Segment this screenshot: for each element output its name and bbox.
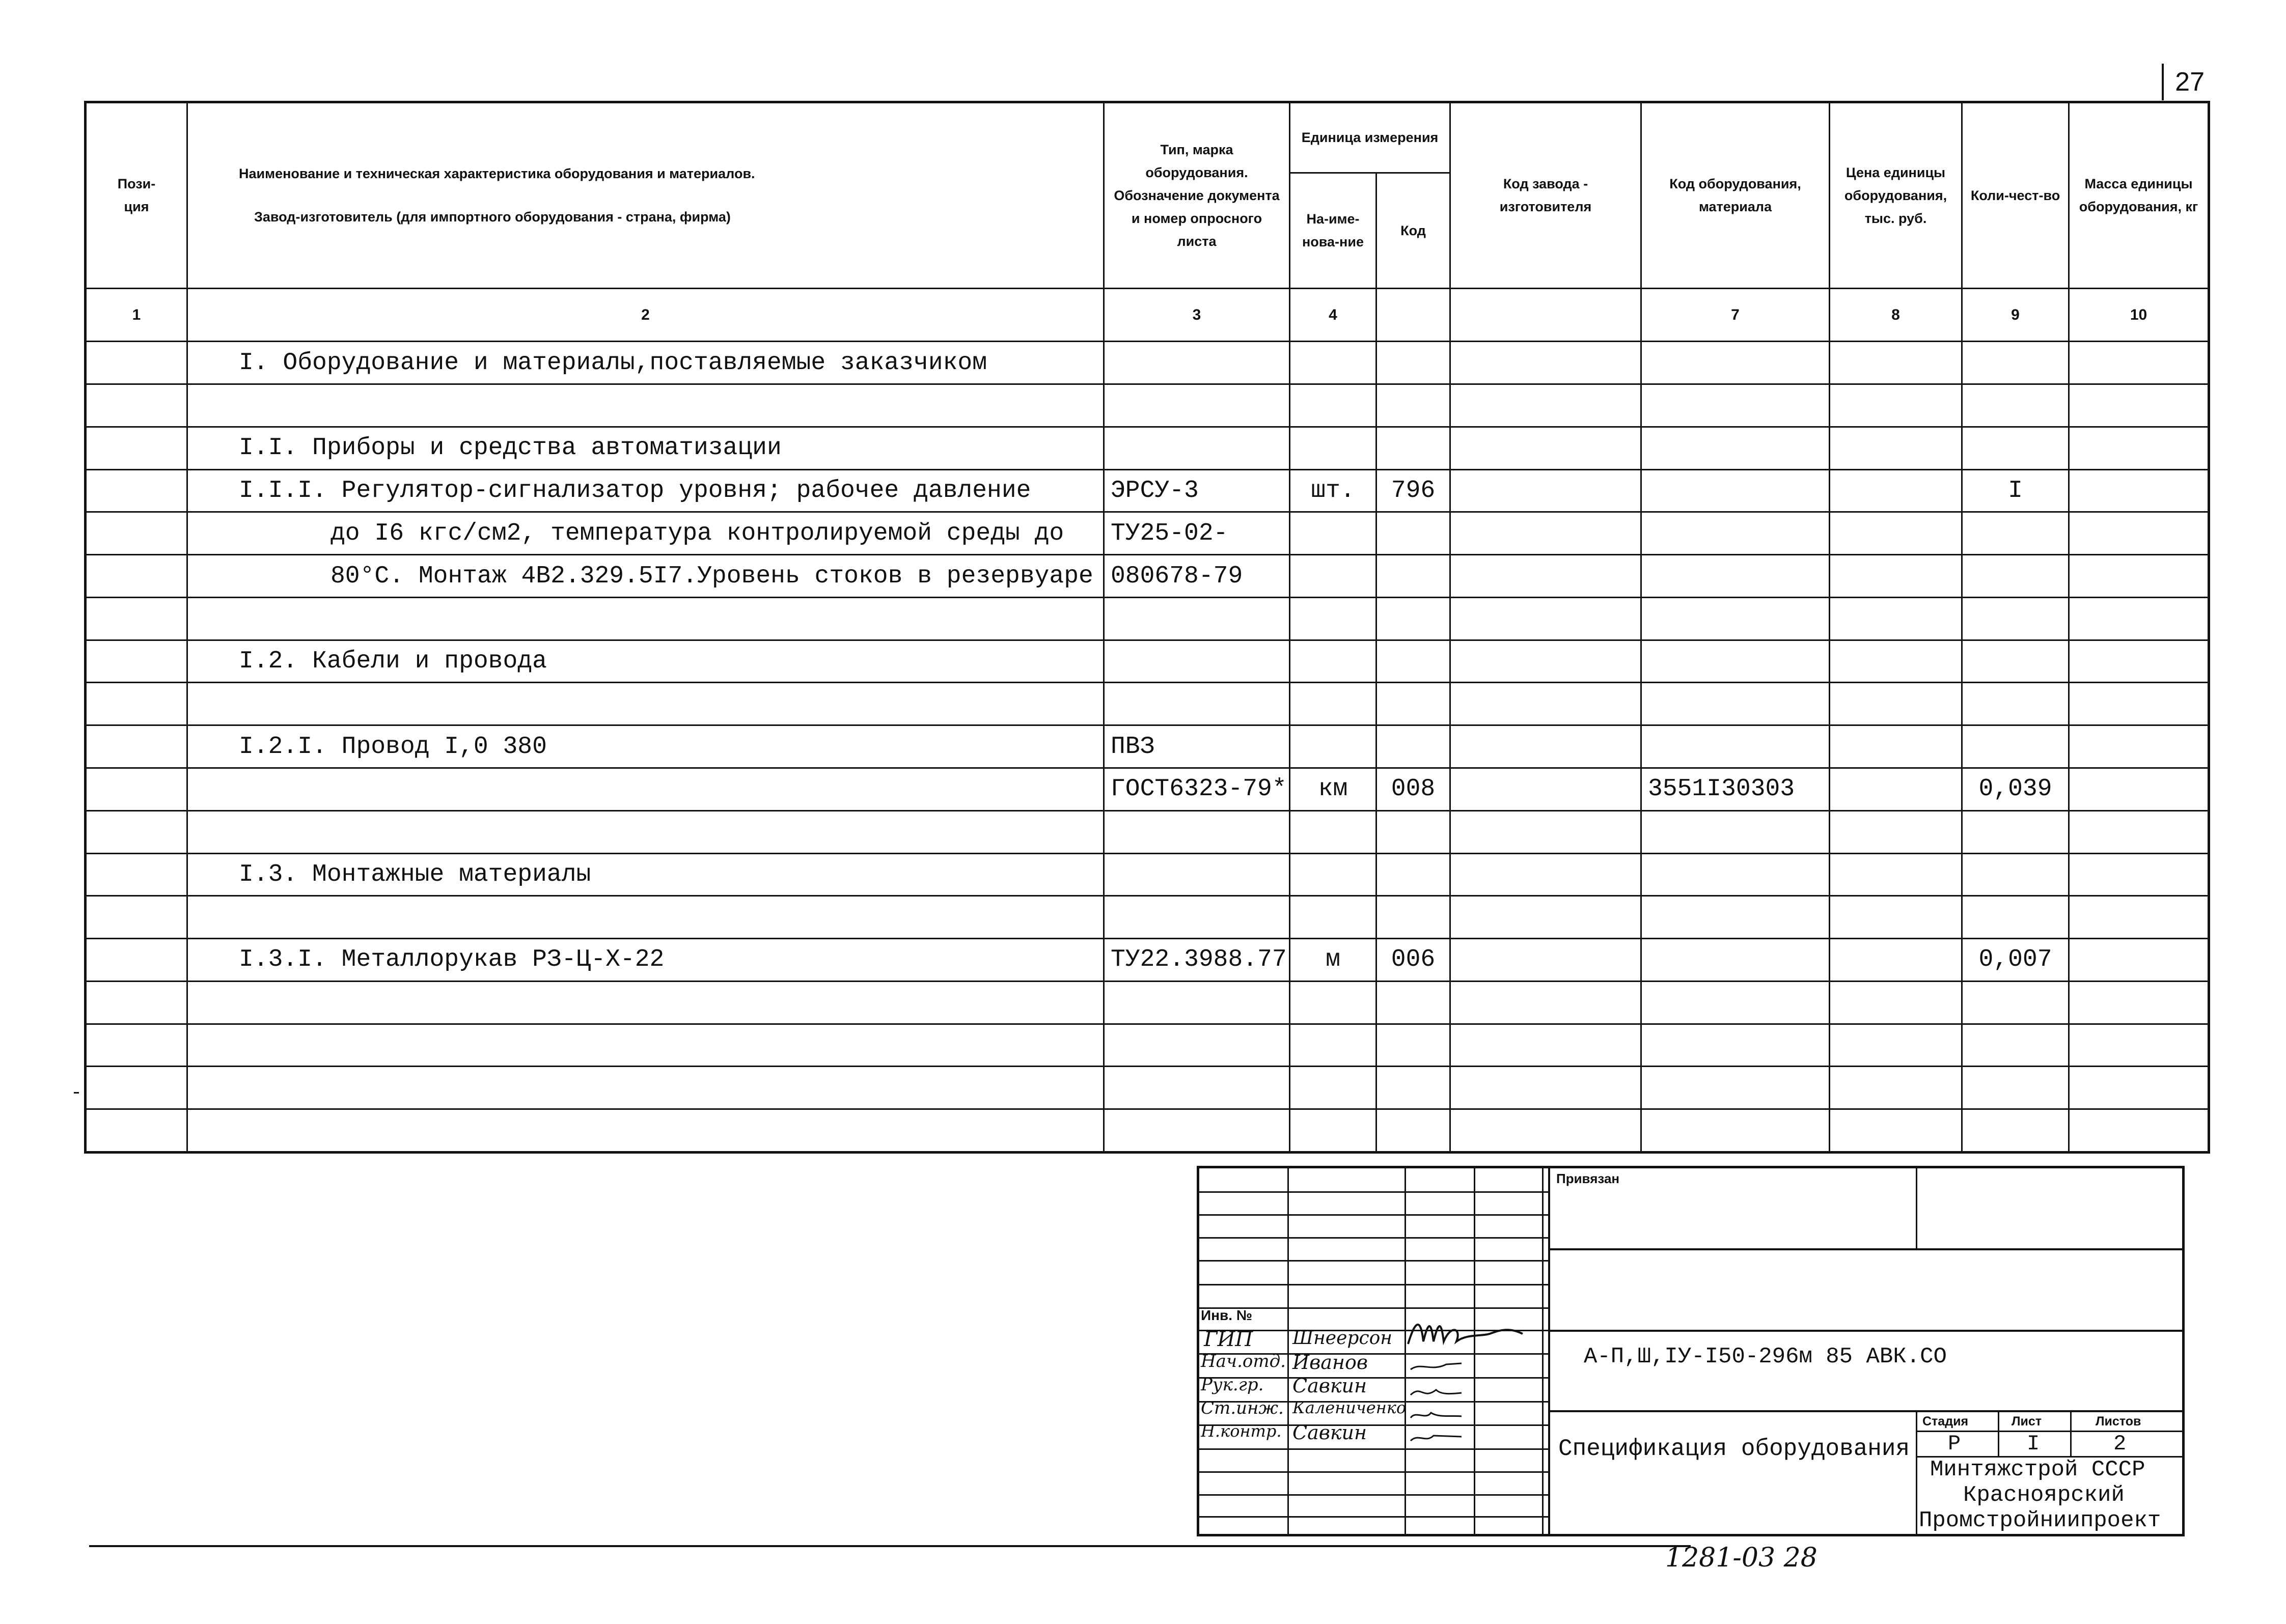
cell-pos	[86, 853, 187, 896]
cell-qty	[1962, 640, 2069, 683]
cell-pos	[86, 939, 187, 982]
tb-rule	[2182, 1166, 2185, 1536]
tb-rule	[1916, 1166, 1917, 1248]
cell-unit-name	[1290, 1109, 1376, 1153]
cell-unit-name	[1290, 342, 1376, 384]
cell-material-code	[1641, 810, 1830, 853]
cell-mfr-code	[1450, 512, 1641, 555]
tb-rule	[1197, 1516, 1548, 1518]
cell-pos	[86, 342, 187, 384]
cell-unit-name	[1290, 896, 1376, 939]
cell-type: 080678-79	[1104, 555, 1290, 598]
cell-name: I. Оборудование и материалы,поставляемые заказчиком	[187, 342, 1104, 384]
cell-unit-code	[1376, 597, 1450, 640]
cell-mass	[2069, 768, 2209, 810]
column-number: 9	[1962, 289, 2069, 342]
header-material-code: Код оборудования, материала	[1641, 102, 1830, 289]
cell-qty: 0,007	[1962, 939, 2069, 982]
table-row	[86, 469, 2209, 512]
cell-mfr-code	[1450, 1067, 1641, 1109]
tb-rule	[1998, 1410, 1999, 1456]
cell-unit-name	[1290, 597, 1376, 640]
cell-mass	[2069, 810, 2209, 853]
cell-mass	[2069, 939, 2209, 982]
cell-qty	[1962, 853, 2069, 896]
tb-rule	[1197, 1494, 1548, 1496]
cell-price	[1830, 597, 1962, 640]
cell-type: ТУ25-02-	[1104, 512, 1290, 555]
cell-type	[1104, 427, 1290, 469]
cell-pos	[86, 896, 187, 939]
cell-price	[1830, 853, 1962, 896]
cell-type: ТУ22.3988.77	[1104, 939, 1290, 982]
cell-unit-code	[1376, 683, 1450, 725]
cell-unit-code	[1376, 640, 1450, 683]
cell-unit-name	[1290, 1024, 1376, 1067]
header-type: Тип, марка оборудования. Обозначение документа и номер опросного листа	[1104, 102, 1290, 289]
signature-scribble	[1400, 1313, 1553, 1451]
person-name: Савкин	[1292, 1421, 1367, 1444]
tb-rule	[1197, 1214, 1548, 1216]
cell-price	[1830, 555, 1962, 598]
table-row	[86, 342, 2209, 384]
role-label: Рук.гр.	[1201, 1375, 1264, 1395]
cell-material-code	[1641, 512, 1830, 555]
table-row	[86, 597, 2209, 640]
cell-name: I.I.I. Регулятор-сигнализатор уровня; рабочее давление	[187, 469, 1104, 512]
cell-type: ПВЗ	[1104, 725, 1290, 768]
cell-mass	[2069, 683, 2209, 725]
cell-price	[1830, 810, 1962, 853]
footer-handwritten-note: 1281-03 28	[1665, 1543, 1817, 1573]
table-row	[86, 1067, 2209, 1109]
cell-mass	[2069, 1024, 2209, 1067]
table-row	[86, 1109, 2209, 1153]
cell-price	[1830, 1024, 1962, 1067]
cell-material-code: 3551I30303	[1641, 768, 1830, 810]
cell-name	[187, 768, 1104, 810]
cell-type	[1104, 810, 1290, 853]
table-row	[86, 683, 2209, 725]
cell-name	[187, 1024, 1104, 1067]
column-number: 1	[86, 289, 187, 342]
cell-unit-code	[1376, 384, 1450, 427]
header-name	[187, 102, 1104, 289]
cell-type	[1104, 1024, 1290, 1067]
cell-mfr-code	[1450, 683, 1641, 725]
cell-mfr-code	[1450, 896, 1641, 939]
cell-type	[1104, 683, 1290, 725]
cell-qty	[1962, 683, 2069, 725]
cell-unit-code	[1376, 555, 1450, 598]
sheets-value: 2	[2113, 1432, 2127, 1456]
tb-rule	[1197, 1237, 1548, 1239]
cell-qty	[1962, 981, 2069, 1024]
cell-material-code	[1641, 427, 1830, 469]
cell-pos	[86, 768, 187, 810]
cell-type	[1104, 1109, 1290, 1153]
margin-mark	[74, 1092, 79, 1094]
stage-label: Стадия	[1922, 1414, 1969, 1429]
cell-mfr-code	[1450, 384, 1641, 427]
cell-unit-name	[1290, 555, 1376, 598]
cell-material-code	[1641, 939, 1830, 982]
cell-pos	[86, 512, 187, 555]
cell-name: 80°С. Монтаж 4В2.329.5I7.Уровень стоков в резервуаре	[187, 555, 1104, 598]
cell-price	[1830, 640, 1962, 683]
cell-unit-code	[1376, 1067, 1450, 1109]
cell-unit-name	[1290, 512, 1376, 555]
tb-rule	[1287, 1166, 1289, 1536]
tb-rule	[1548, 1248, 2185, 1250]
cell-mass	[2069, 896, 2209, 939]
organization-line: Промстройниипроект	[1919, 1508, 2161, 1533]
cell-mfr-code	[1450, 427, 1641, 469]
cell-unit-name	[1290, 384, 1376, 427]
tb-rule	[2070, 1410, 2072, 1456]
cell-unit-code	[1376, 427, 1450, 469]
cell-mfr-code	[1450, 469, 1641, 512]
cell-unit-name	[1290, 640, 1376, 683]
cell-name	[187, 597, 1104, 640]
cell-qty	[1962, 896, 2069, 939]
inv-no-label: Инв. №	[1201, 1307, 1253, 1323]
cell-unit-name	[1290, 725, 1376, 768]
sheet-label: Лист	[2012, 1414, 2042, 1429]
cell-material-code	[1641, 725, 1830, 768]
cell-price	[1830, 981, 1962, 1024]
cell-mfr-code	[1450, 981, 1641, 1024]
table-row	[86, 939, 2209, 982]
table-row	[86, 981, 2209, 1024]
title-block	[1197, 1166, 2185, 1536]
cell-unit-code	[1376, 853, 1450, 896]
cell-qty	[1962, 1024, 2069, 1067]
cell-pos	[86, 555, 187, 598]
cell-mfr-code	[1450, 597, 1641, 640]
cell-qty	[1962, 555, 2069, 598]
cell-unit-code	[1376, 1024, 1450, 1067]
cell-name: I.3.I. Металлорукав РЗ-Ц-Х-22	[187, 939, 1104, 982]
cell-mass	[2069, 640, 2209, 683]
header-unit: Единица измерения	[1290, 102, 1450, 173]
person-name: Иванов	[1292, 1351, 1368, 1374]
table-row	[86, 512, 2209, 555]
cell-unit-code	[1376, 1109, 1450, 1153]
cell-material-code	[1641, 469, 1830, 512]
cell-material-code	[1641, 640, 1830, 683]
person-name: Савкин	[1292, 1375, 1367, 1397]
cell-mass	[2069, 384, 2209, 427]
cell-pos	[86, 1109, 187, 1153]
cell-type: ГОСТ6323-79*	[1104, 768, 1290, 810]
cell-name	[187, 384, 1104, 427]
specification-table	[84, 101, 2210, 1154]
cell-price	[1830, 768, 1962, 810]
table-row	[86, 853, 2209, 896]
cell-pos	[86, 1067, 187, 1109]
cell-price	[1830, 1109, 1962, 1153]
cell-unit-name	[1290, 1067, 1376, 1109]
cell-material-code	[1641, 1067, 1830, 1109]
cell-material-code	[1641, 683, 1830, 725]
cell-mfr-code	[1450, 768, 1641, 810]
cell-mass	[2069, 555, 2209, 598]
header-unit-name: На-име-нова-ние	[1290, 173, 1376, 289]
cell-unit-code	[1376, 810, 1450, 853]
role-label: ГИП	[1204, 1328, 1253, 1351]
cell-material-code	[1641, 597, 1830, 640]
cell-unit-name	[1290, 683, 1376, 725]
page-number: 27	[2162, 64, 2208, 100]
column-number-row	[86, 289, 2209, 342]
document-title: Спецификация оборудования	[1558, 1436, 1910, 1462]
cell-name: I.I. Приборы и средства автоматизации	[187, 427, 1104, 469]
cell-mass	[2069, 427, 2209, 469]
cell-type	[1104, 981, 1290, 1024]
role-label: Нач.отд.	[1201, 1351, 1286, 1371]
cell-name	[187, 810, 1104, 853]
cell-material-code	[1641, 896, 1830, 939]
column-number: 8	[1830, 289, 1962, 342]
header-position: Пози- ция	[86, 102, 187, 289]
table-row	[86, 810, 2209, 853]
cell-mass	[2069, 853, 2209, 896]
tb-rule	[1197, 1471, 1548, 1473]
cell-mass	[2069, 342, 2209, 384]
cell-name: I.2. Кабели и провода	[187, 640, 1104, 683]
header-manufacturer-code: Код завода - изготовителя	[1450, 102, 1641, 289]
tb-rule	[1916, 1410, 1917, 1536]
cell-mass	[2069, 1109, 2209, 1153]
cell-pos	[86, 1024, 187, 1067]
cell-unit-code	[1376, 342, 1450, 384]
cell-mass	[2069, 469, 2209, 512]
column-number	[1376, 289, 1450, 342]
table-row	[86, 384, 2209, 427]
cell-unit-code	[1376, 981, 1450, 1024]
cell-unit-code	[1376, 725, 1450, 768]
cell-price	[1830, 1067, 1962, 1109]
cell-type	[1104, 640, 1290, 683]
table-row	[86, 555, 2209, 598]
tb-rule	[1197, 1191, 1548, 1193]
cell-mass	[2069, 512, 2209, 555]
cell-unit-name	[1290, 810, 1376, 853]
cell-pos	[86, 810, 187, 853]
column-number: 4	[1290, 289, 1376, 342]
cell-material-code	[1641, 1109, 1830, 1153]
cell-qty	[1962, 1109, 2069, 1153]
tb-rule	[1197, 1534, 2185, 1536]
cell-material-code	[1641, 1024, 1830, 1067]
table-row	[86, 1024, 2209, 1067]
cell-mass	[2069, 725, 2209, 768]
cell-name: I.3. Монтажные материалы	[187, 853, 1104, 896]
cell-unit-name	[1290, 853, 1376, 896]
header-name-line1: Наименование и техническая характеристика оборудования и материалов.	[239, 166, 755, 182]
cell-unit-code	[1376, 512, 1450, 555]
cell-unit-name: шт.	[1290, 469, 1376, 512]
tb-rule	[1548, 1330, 2185, 1332]
cell-type	[1104, 597, 1290, 640]
cell-mfr-code	[1450, 725, 1641, 768]
cell-mfr-code	[1450, 342, 1641, 384]
cell-price	[1830, 725, 1962, 768]
tb-rule	[1548, 1410, 2185, 1412]
tb-rule	[1197, 1166, 1199, 1536]
cell-unit-name	[1290, 427, 1376, 469]
cell-unit-code: 006	[1376, 939, 1450, 982]
cell-qty	[1962, 342, 2069, 384]
cell-type	[1104, 384, 1290, 427]
cell-pos	[86, 725, 187, 768]
cell-pos	[86, 981, 187, 1024]
cell-qty: 0,039	[1962, 768, 2069, 810]
header-quantity: Коли-чест-во	[1962, 102, 2069, 289]
cell-unit-code: 796	[1376, 469, 1450, 512]
cell-price	[1830, 683, 1962, 725]
cell-material-code	[1641, 981, 1830, 1024]
cell-type	[1104, 1067, 1290, 1109]
person-name: Калениченко	[1292, 1398, 1407, 1417]
cell-name	[187, 1109, 1104, 1153]
cell-qty	[1962, 725, 2069, 768]
cell-mfr-code	[1450, 810, 1641, 853]
column-number	[1450, 289, 1641, 342]
specification-body	[86, 342, 2209, 1153]
cell-pos	[86, 384, 187, 427]
cell-pos	[86, 640, 187, 683]
organization-line: Красноярский	[1963, 1482, 2125, 1508]
cell-unit-code	[1376, 896, 1450, 939]
cell-type	[1104, 896, 1290, 939]
cell-mfr-code	[1450, 1109, 1641, 1153]
cell-unit-name	[1290, 981, 1376, 1024]
cell-qty	[1962, 384, 2069, 427]
tb-rule	[1197, 1284, 1548, 1285]
table-row	[86, 896, 2209, 939]
cell-type	[1104, 342, 1290, 384]
cell-material-code	[1641, 342, 1830, 384]
privyazan-label: Привязан	[1556, 1171, 1620, 1186]
cell-qty	[1962, 1067, 2069, 1109]
cell-price	[1830, 342, 1962, 384]
document-code: А-П,Ш,IУ-I50-296м 85 АВК.СО	[1584, 1344, 1947, 1369]
cell-material-code	[1641, 384, 1830, 427]
cell-pos	[86, 597, 187, 640]
cell-unit-code: 008	[1376, 768, 1450, 810]
table-row	[86, 427, 2209, 469]
cell-pos	[86, 427, 187, 469]
cell-name	[187, 896, 1104, 939]
table-row	[86, 640, 2209, 683]
cell-material-code	[1641, 853, 1830, 896]
cell-price	[1830, 469, 1962, 512]
cell-mfr-code	[1450, 939, 1641, 982]
cell-type: ЭРСУ-3	[1104, 469, 1290, 512]
cell-mass	[2069, 597, 2209, 640]
header-name-line2: Завод-изготовитель (для импортного оборудования - страна, фирма)	[254, 209, 731, 225]
sheets-label: Листов	[2096, 1414, 2141, 1429]
column-number: 10	[2069, 289, 2209, 342]
role-label: Н.контр.	[1201, 1421, 1282, 1441]
cell-name	[187, 981, 1104, 1024]
table-row	[86, 768, 2209, 810]
cell-name: до I6 кгс/см2, температура контролируемой среды до	[187, 512, 1104, 555]
header-unit-code: Код	[1376, 173, 1450, 289]
tb-rule	[1197, 1166, 2185, 1168]
cell-qty	[1962, 597, 2069, 640]
cell-name	[187, 683, 1104, 725]
column-number: 2	[187, 289, 1104, 342]
table-row	[86, 725, 2209, 768]
cell-mfr-code	[1450, 1024, 1641, 1067]
cell-price	[1830, 427, 1962, 469]
header-row-1	[86, 102, 2209, 173]
cell-qty	[1962, 427, 2069, 469]
organization-line: Минтяжстрой СССР	[1930, 1457, 2145, 1482]
cell-mfr-code	[1450, 640, 1641, 683]
column-number: 3	[1104, 289, 1290, 342]
header-mass: Масса единицы оборудования, кг	[2069, 102, 2209, 289]
bottom-rule	[89, 1545, 1691, 1547]
cell-mfr-code	[1450, 853, 1641, 896]
person-name: Шнеерсон	[1292, 1328, 1392, 1349]
cell-price	[1830, 512, 1962, 555]
cell-type	[1104, 853, 1290, 896]
cell-qty	[1962, 512, 2069, 555]
cell-price	[1830, 384, 1962, 427]
column-number: 7	[1641, 289, 1830, 342]
cell-qty	[1962, 810, 2069, 853]
cell-mass	[2069, 1067, 2209, 1109]
cell-name: I.2.I. Провод I,0 380	[187, 725, 1104, 768]
cell-price	[1830, 939, 1962, 982]
cell-unit-name: км	[1290, 768, 1376, 810]
tb-rule	[1197, 1260, 1548, 1262]
cell-pos	[86, 469, 187, 512]
role-label: Ст.инж.	[1201, 1398, 1284, 1418]
cell-unit-name: м	[1290, 939, 1376, 982]
cell-mfr-code	[1450, 555, 1641, 598]
cell-price	[1830, 896, 1962, 939]
header-price: Цена единицы оборудования, тыс. руб.	[1830, 102, 1962, 289]
cell-mass	[2069, 981, 2209, 1024]
stage-value: Р	[1948, 1432, 1961, 1456]
cell-pos	[86, 683, 187, 725]
cell-qty: I	[1962, 469, 2069, 512]
cell-material-code	[1641, 555, 1830, 598]
cell-name	[187, 1067, 1104, 1109]
sheet-value: I	[2027, 1432, 2040, 1456]
